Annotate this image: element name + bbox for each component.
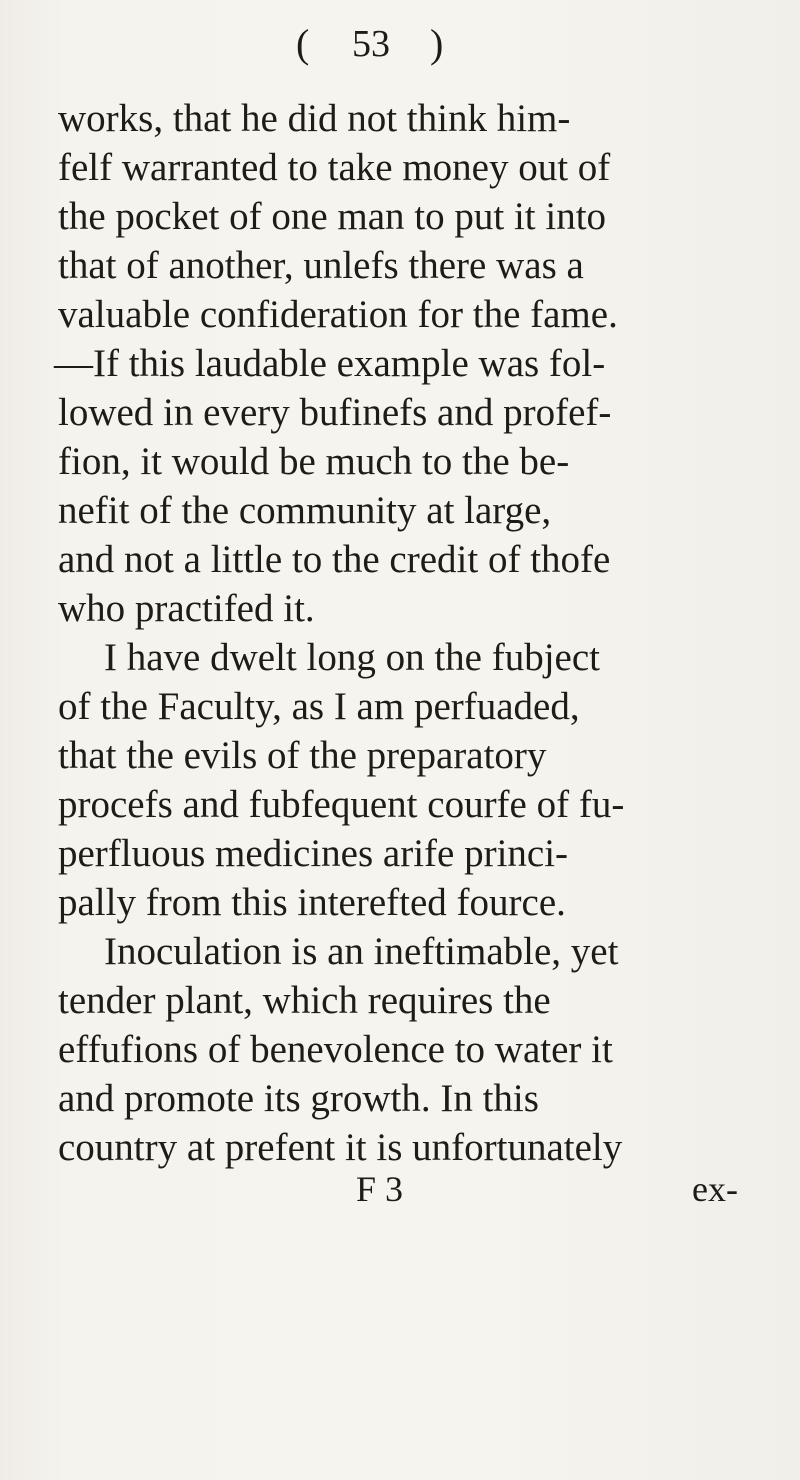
text-line: procefs and fubfequent courfe of fu- [58,783,625,826]
text-line: pally from this interefted fource. [58,881,566,924]
text-line: tender plant, which requires the [58,979,551,1022]
page-number: 53 [352,23,390,65]
header-close-paren: ) [430,21,444,66]
signature-mark: F 3 [356,1169,404,1209]
text-line: that of another, unlefs there was a [58,244,584,287]
text-line: I have dwelt long on the fubject [104,636,601,679]
text-line: felf warranted to take money out of [58,146,611,189]
page-header [0,14,800,74]
text-line: who practifed it. [58,587,315,630]
text-line: works, that he did not think him- [58,97,571,140]
text-line: —If this laudable example was fol- [54,342,606,385]
text-line: lowed in every bufinefs and profef- [58,391,612,434]
catchword: ex- [692,1169,738,1209]
header-open-paren: ( [296,21,310,66]
text-line: nefit of the community at large, [58,489,552,532]
text-line: that the evils of the preparatory [58,734,547,777]
page-footer [0,1162,800,1216]
text-line: and promote its growth. In this [58,1077,539,1120]
text-line: effufions of benevolence to water it [58,1028,613,1071]
text-line: country at prefent it is unfortunately [58,1126,623,1169]
text-line: perfluous medicines arife princi- [58,832,569,875]
text-line: fion, it would be much to the be- [58,440,570,483]
text-line: Inoculation is an ineftimable, yet [104,930,619,973]
text-line: valuable confideration for the fame. [58,293,618,336]
text-line: the pocket of one man to put it into [58,195,607,238]
text-line: of the Faculty, as I am perfuaded, [58,685,580,728]
text-line: and not a little to the credit of thofe [58,538,611,581]
